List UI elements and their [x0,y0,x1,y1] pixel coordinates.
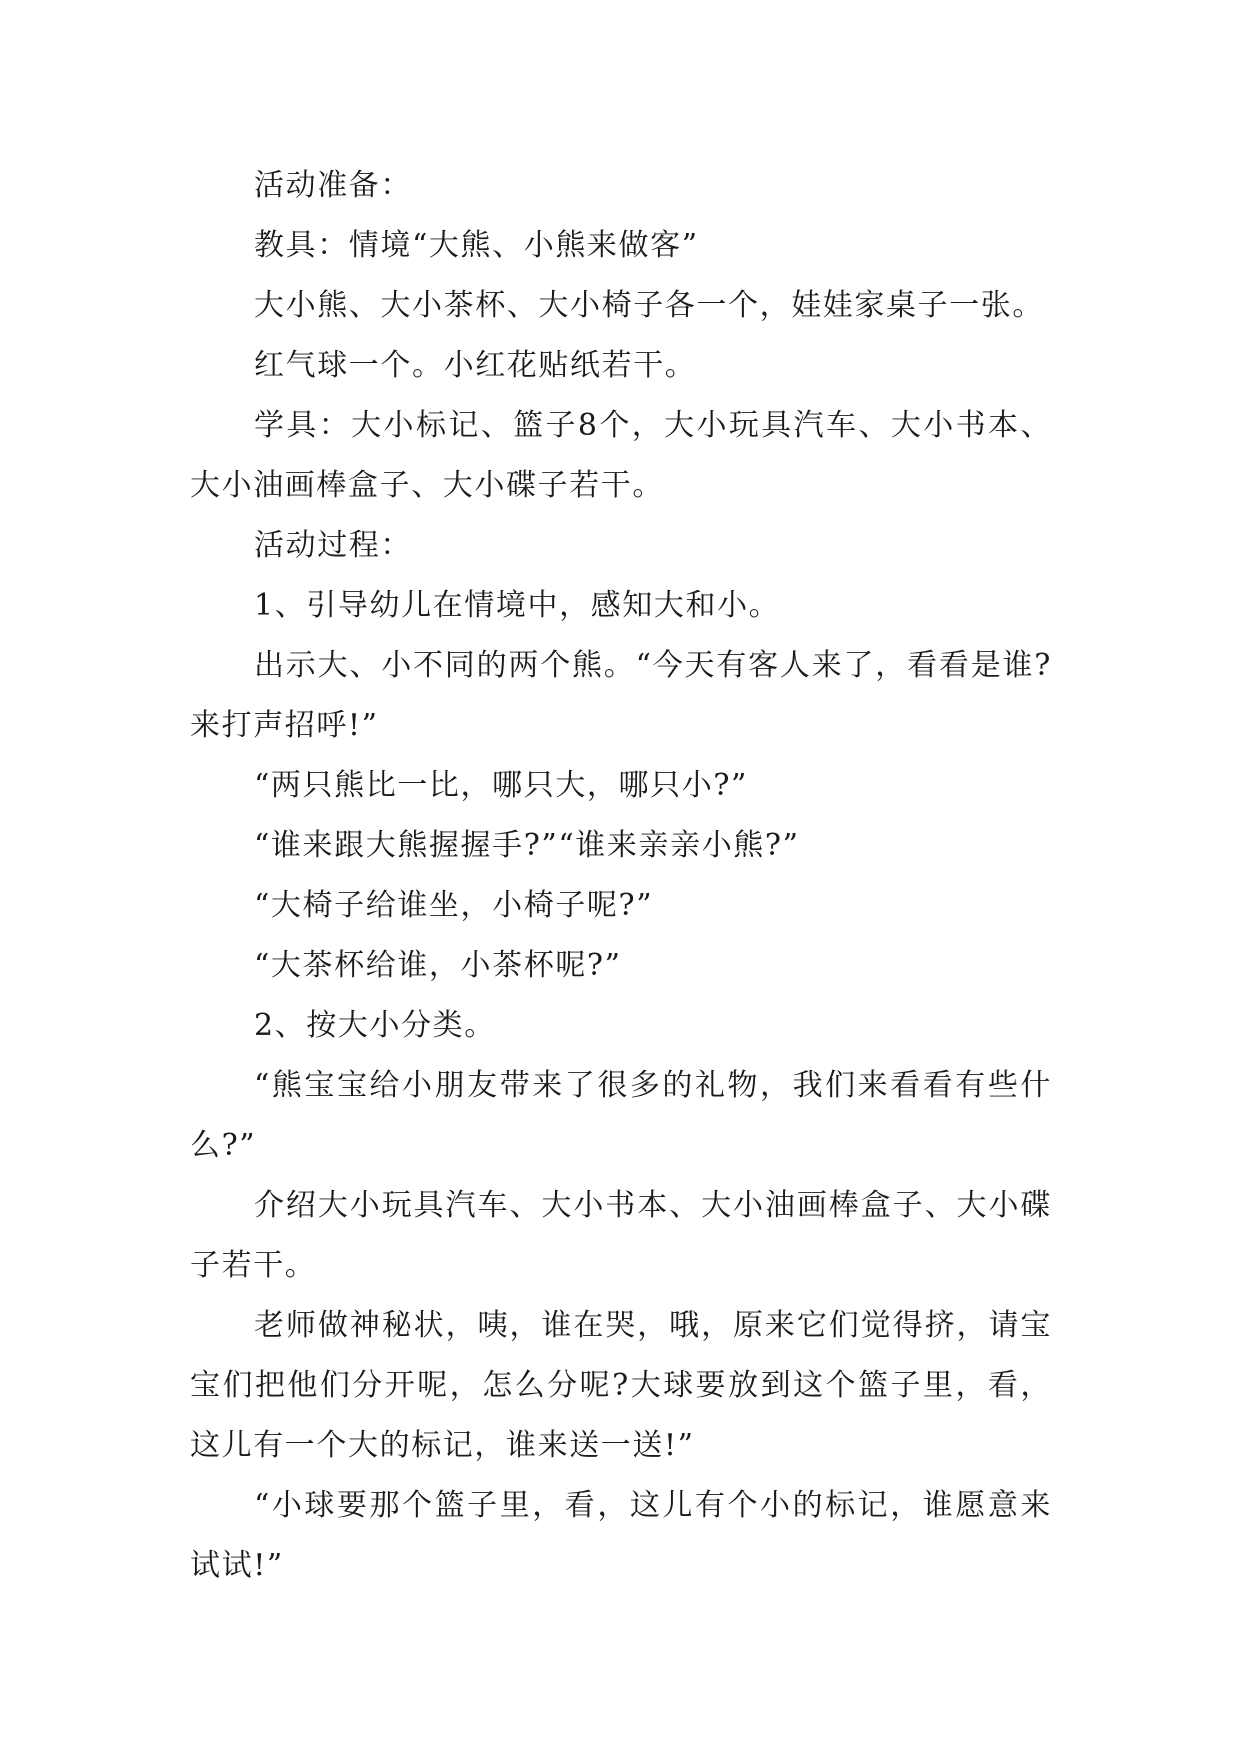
quote-chairs: “大椅子给谁坐，小椅子呢?” [254,888,654,923]
quote-small-ball: “小球要那个篮子里，看，这儿有个小的标记，谁愿意来试试!” [190,1488,1052,1583]
quote-gifts: “熊宝宝给小朋友带来了很多的礼物，我们来看看有些什么?” [190,1068,1052,1163]
paragraph-teacher-mystery: 老师做神秘状，咦，谁在哭，哦，原来它们觉得挤，请宝宝们把他们分开呢，怎么分呢?大球要放到这个篮子里，看，这儿有一个大的标记，谁来送一送!” [190,1308,1052,1463]
paragraph-learning-aids: 学具：大小标记、篮子8个，大小玩具汽车、大小书本、大小油画棒盒子、大小碟子若干。 [190,408,1052,503]
heading-preparation: 活动准备： [254,168,412,203]
paragraph-show-bears: 出示大、小不同的两个熊。“今天有客人来了，看看是谁?来打声招呼!” [190,648,1052,743]
document-body [190,156,1052,1596]
step-2-title: 2、按大小分类。 [254,1008,496,1043]
paragraph-balloon-stickers: 红气球一个。小红花贴纸若干。 [254,348,697,383]
paragraph-introduce-items: 介绍大小玩具汽车、大小书本、大小油画棒盒子、大小碟子若干。 [190,1188,1052,1283]
paragraph-bear-props: 大小熊、大小茶杯、大小椅子各一个，娃娃家桌子一张。 [254,288,1044,323]
quote-compare-bears: “两只熊比一比，哪只大，哪只小?” [254,768,748,803]
step-1-title: 1、引导幼儿在情境中，感知大和小。 [254,588,781,623]
paragraph-teaching-aids: 教具：情境“大熊、小熊来做客” [254,228,699,263]
heading-process: 活动过程： [254,528,412,563]
quote-cups: “大茶杯给谁，小茶杯呢?” [254,948,622,983]
quote-shake-hands: “谁来跟大熊握握手?”“谁来亲亲小熊?” [254,828,800,863]
